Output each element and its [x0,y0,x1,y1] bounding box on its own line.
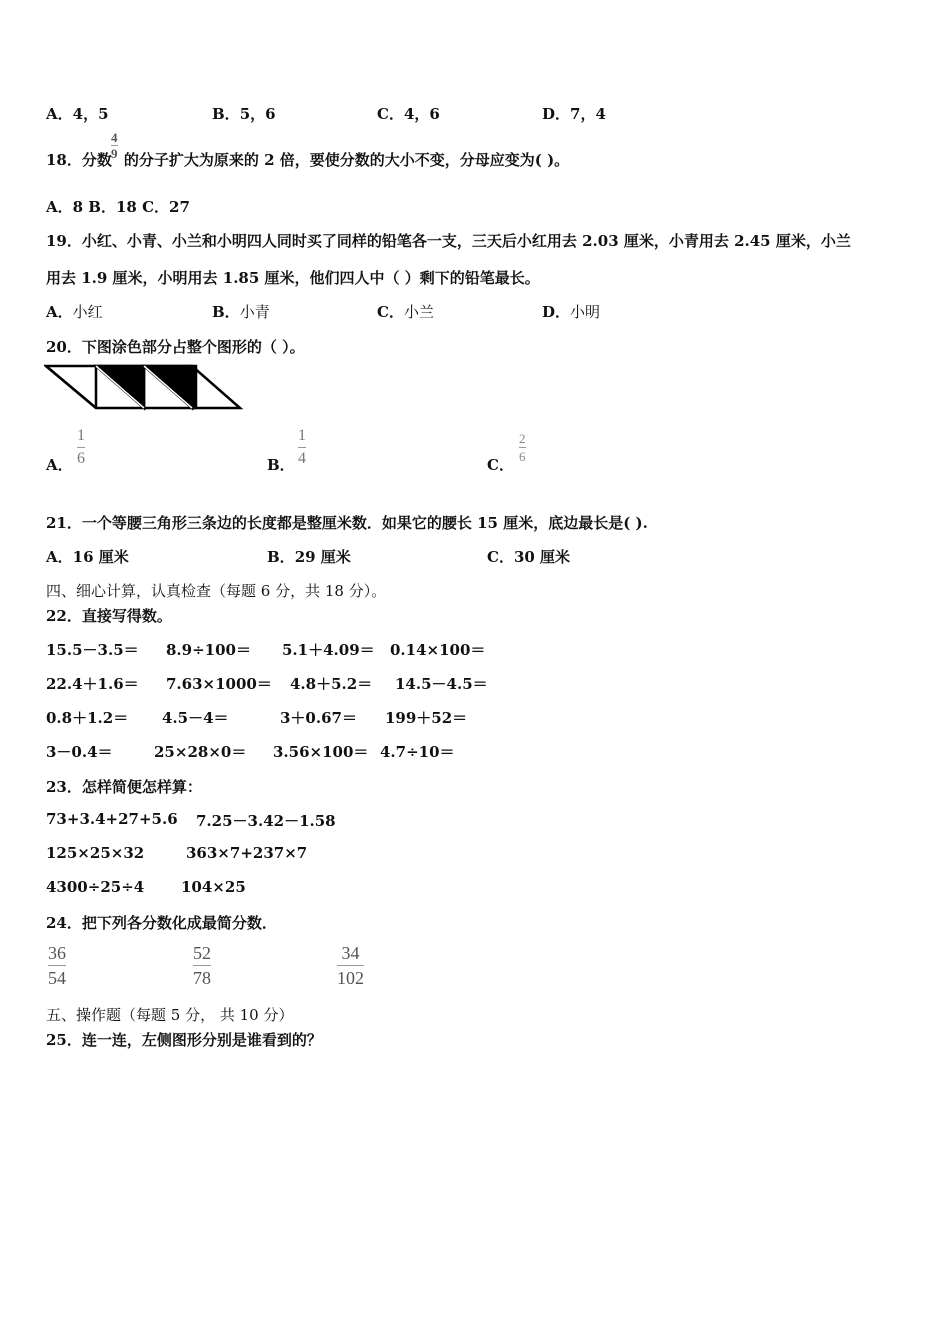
section-4-title: 四、细心计算，认真检查（每题 6 分，共 18 分）。 [46,582,387,600]
q22-item: 4.5－4＝ [162,709,229,727]
q23-item: 104×25 [181,878,246,896]
q25-question: 25．连一连，左侧图形分别是谁看到的？ [46,1031,322,1049]
q20-shaded-parallelogram-figure [44,362,244,414]
q20-option-c-fraction: 2 6 [519,431,526,464]
q19-option-a: A．小红 [46,303,103,321]
q22-item: 8.9÷100＝ [166,641,251,659]
q19-question-line1: 19．小红、小青、小兰和小明四人同时买了同样的铅笔各一支，三天后小红用去 2.03 厘米，小青用去 2.45 厘米，小兰 [46,232,851,250]
q18-fraction: 4 9 [111,130,118,161]
q21-question: 21．一个等腰三角形三条边的长度都是整厘米数．如果它的腰长 15 厘米，底边最长是( ). [46,514,648,532]
q22-item: 3－0.4＝ [46,743,113,761]
q22-item: 7.63×1000＝ [166,675,272,693]
q23-question: 23．怎样简便怎样算： [46,778,202,796]
q22-item: 4.8＋5.2＝ [290,675,373,693]
q21-option-b: B．29 厘米 [267,548,351,566]
q22-item: 5.1＋4.09＝ [282,641,375,659]
q23-item: 125×25×32 [46,844,145,862]
q22-item: 15.5－3.5＝ [46,641,139,659]
q22-item: 14.5－4.5＝ [395,675,488,693]
q22-item: 25×28×0＝ [154,743,247,761]
q24-fraction-3: 34 102 [337,943,364,988]
q20-option-c-label: C． [487,456,514,474]
q22-item: 4.7÷10＝ [380,743,455,761]
q20-option-a-fraction: 1 6 [77,427,85,467]
q23-item: 73+3.4+27+5.6 [46,810,178,828]
q22-item: 199＋52＝ [385,709,468,727]
q18-question: 18．分数 的分子扩大为原来的 2 倍，要使分数的大小不变，分母应变为( )。 [46,151,570,169]
q24-question: 24．把下列各分数化成最简分数． [46,914,277,932]
q19-question-line2: 用去 1.9 厘米，小明用去 1.85 厘米，他们四人中（ ）剩下的铅笔最长。 [46,269,540,287]
q23-item: 4300÷25÷4 [46,878,145,896]
q19-option-c: C．小兰 [377,303,434,321]
q20-question: 20．下图涂色部分占整个图形的（ ）。 [46,338,305,356]
q17-option-d: D．7，4 [542,105,606,123]
q20-option-b-label: B． [267,456,295,474]
q22-item: 0.14×100＝ [390,641,486,659]
q17-option-b: B．5，6 [212,105,276,123]
q22-item: 22.4＋1.6＝ [46,675,139,693]
section-5-title: 五、操作题（每题 5 分， 共 10 分） [46,1006,294,1024]
q22-item: 3.56×100＝ [273,743,369,761]
q22-question: 22．直接写得数。 [46,607,172,625]
q17-option-a: A．4，5 [46,105,109,123]
q17-option-c: C．4，6 [377,105,440,123]
q19-option-b: B．小青 [212,303,270,321]
q21-option-a: A．16 厘米 [46,548,129,566]
q22-item: 0.8＋1.2＝ [46,709,129,727]
q21-option-c: C．30 厘米 [487,548,571,566]
q24-fraction-1: 36 54 [48,943,66,988]
q22-item: 3＋0.67＝ [280,709,357,727]
q24-fraction-2: 52 78 [193,943,211,988]
q20-option-b-fraction: 1 4 [298,427,306,467]
q18-options: A．8 B．18 C．27 [46,198,190,216]
q23-item: 7.25－3.42－1.58 [196,812,336,830]
q20-option-a-label: A． [46,456,73,474]
q19-option-d: D．小明 [542,303,601,321]
q23-item: 363×7+237×7 [186,844,308,862]
